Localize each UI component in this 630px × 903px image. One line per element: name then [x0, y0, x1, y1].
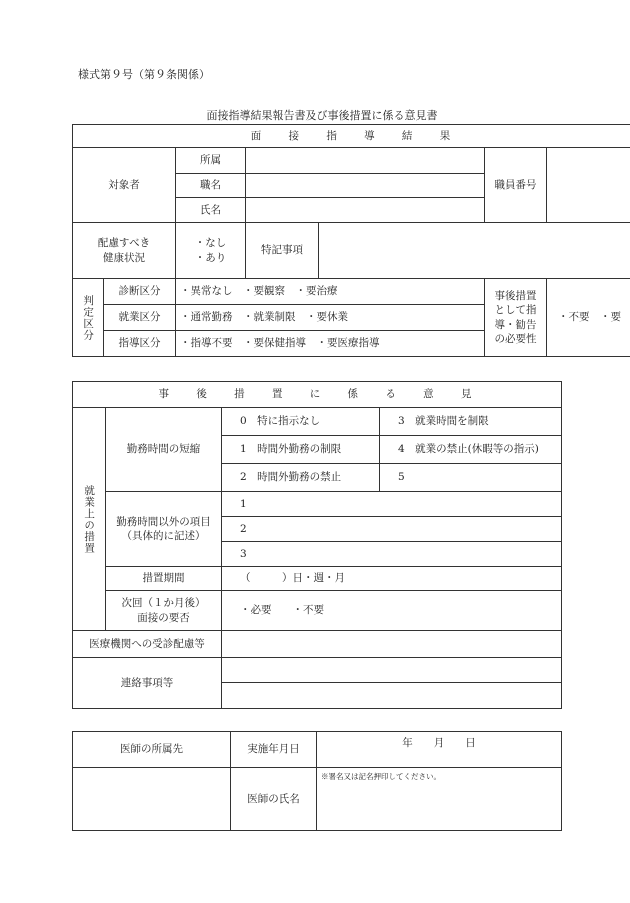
affiliation-field[interactable]: [246, 148, 485, 174]
health-label-line2: 健康状況: [103, 251, 145, 264]
medical-referral-field[interactable]: [222, 631, 562, 658]
diagnosis-options[interactable]: ・異常なし ・要観察 ・要治療: [176, 279, 485, 305]
date-field[interactable]: 年 月 日: [317, 732, 562, 768]
hours-reduction-label: 勤務時間の短縮: [106, 408, 222, 492]
next-interview-options[interactable]: ・必要 ・不要: [222, 591, 562, 631]
other-items-label-line1: 勤務時間以外の項目: [116, 515, 211, 528]
work-measures-label: 就業上の措置: [73, 408, 106, 631]
followup-label-line4: の必要性: [494, 332, 537, 345]
next-interview-line1: 次回（１か月後）: [121, 597, 206, 610]
health-label-line1: 配慮すべき: [97, 237, 151, 250]
followup-label-line3: 導・勧告: [494, 318, 537, 331]
period-field[interactable]: （ ）日・週・月: [222, 567, 562, 591]
judgment-label: 判定区分: [73, 279, 104, 357]
health-status-label: [73, 223, 176, 279]
contact-field-line1[interactable]: [222, 658, 562, 683]
contact-field-line2[interactable]: [222, 683, 562, 709]
subject-label: 対象者: [73, 148, 176, 223]
followup-opinion-table: [72, 381, 562, 709]
hours-option-0[interactable]: 0 特に指示なし: [222, 408, 380, 436]
section2-header: 事後措置に係る意見: [73, 382, 562, 408]
hours-option-3[interactable]: 3 就業時間を制限: [380, 408, 562, 436]
other-item-2[interactable]: 2: [222, 517, 562, 542]
followup-options[interactable]: ・不要 ・要: [547, 279, 630, 357]
period-label: 措置期間: [106, 567, 222, 591]
other-item-1[interactable]: 1: [222, 492, 562, 517]
staff-number-field[interactable]: [547, 148, 630, 223]
signature-field[interactable]: [317, 768, 562, 831]
guidance-options[interactable]: ・指導不要 ・要保健指導 ・要医療指導: [176, 331, 485, 357]
next-interview-label: [106, 591, 222, 631]
health-none-option[interactable]: ・なし: [194, 237, 227, 250]
followup-label: [485, 279, 547, 357]
hours-option-1[interactable]: 1 時間外勤務の制限: [222, 436, 380, 464]
document-title: 面接指導結果報告書及び事後措置に係る意見書: [206, 109, 438, 122]
affiliation-label: 所属: [176, 148, 246, 174]
followup-label-line2: として指: [494, 304, 537, 317]
health-present-option[interactable]: ・あり: [194, 251, 227, 264]
hours-option-4[interactable]: 4 就業の禁止(休暇等の指示): [380, 436, 562, 464]
contact-label: 連絡事項等: [73, 658, 222, 709]
guidance-label: 指導区分: [104, 331, 176, 357]
job-title-label: 職名: [176, 174, 246, 198]
work-category-label: 就業区分: [104, 305, 176, 331]
job-title-field[interactable]: [246, 174, 485, 198]
name-label: 氏名: [176, 198, 246, 223]
doctor-affiliation-field[interactable]: [73, 768, 231, 831]
followup-label-line1: 事後措置: [494, 290, 537, 303]
doctor-name-label: 医師の氏名: [231, 768, 317, 831]
special-notes-label: 特記事項: [246, 223, 319, 279]
date-label: 実施年月日: [231, 732, 317, 768]
health-status-options[interactable]: [176, 223, 246, 279]
staff-number-label: 職員番号: [485, 148, 547, 223]
doctor-affiliation-label: 医師の所属先: [73, 732, 231, 768]
interview-results-table: [72, 124, 630, 357]
work-category-options[interactable]: ・通常勤務 ・就業制限 ・要休業: [176, 305, 485, 331]
form-number: 様式第９号（第９条関係）: [78, 68, 210, 81]
doctor-info-table: [72, 731, 562, 831]
next-interview-line2: 面接の要否: [137, 611, 190, 624]
signature-note: ※署名又は記名押印してください。: [321, 772, 441, 781]
other-items-label: [106, 492, 222, 567]
medical-referral-label: 医療機関への受診配慮等: [73, 631, 222, 658]
diagnosis-label: 診断区分: [104, 279, 176, 305]
other-items-label-line2: （具体的に記述）: [121, 530, 206, 542]
hours-option-2[interactable]: 2 時間外勤務の禁止: [222, 464, 380, 492]
name-field[interactable]: [246, 198, 485, 223]
other-item-3[interactable]: 3: [222, 542, 562, 567]
section1-header: 面接指導結果: [73, 125, 630, 148]
special-notes-field[interactable]: [319, 223, 630, 279]
hours-option-5[interactable]: 5: [380, 464, 562, 492]
